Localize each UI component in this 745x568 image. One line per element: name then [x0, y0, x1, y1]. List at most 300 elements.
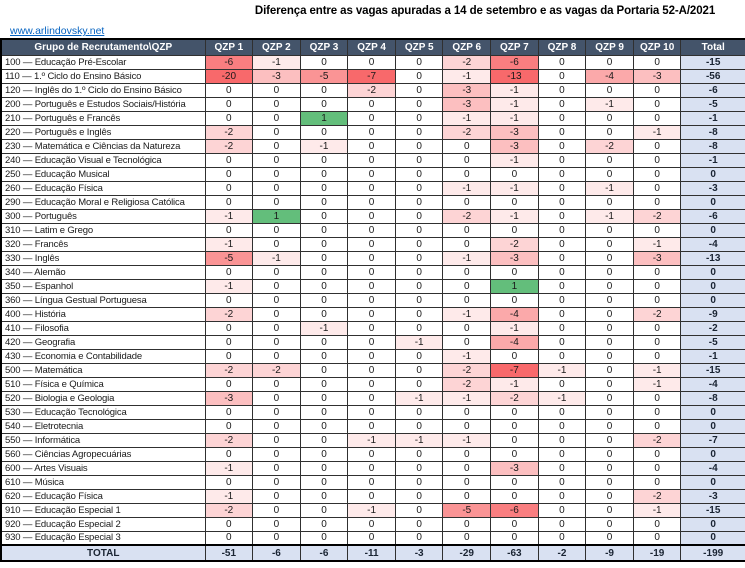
value-cell: -7 [491, 363, 539, 377]
row-total-cell: -15 [681, 55, 745, 69]
value-cell: -1 [586, 97, 634, 111]
value-cell: 0 [395, 237, 443, 251]
value-cell: -4 [491, 307, 539, 321]
value-cell: 0 [253, 405, 301, 419]
value-cell: 0 [395, 363, 443, 377]
table-row [1, 433, 745, 447]
value-cell: 0 [586, 321, 634, 335]
value-cell: 0 [633, 531, 681, 545]
value-cell: 0 [443, 265, 491, 279]
value-cell: 0 [586, 335, 634, 349]
row-label: 930 — Educação Especial 3 [1, 531, 205, 545]
value-cell: -1 [491, 97, 539, 111]
value-cell: -6 [205, 55, 253, 69]
value-cell: 0 [300, 503, 348, 517]
value-cell: 0 [253, 503, 301, 517]
value-cell: 0 [395, 475, 443, 489]
value-cell: 0 [300, 363, 348, 377]
row-total-cell: -1 [681, 153, 745, 167]
value-cell: 0 [633, 181, 681, 195]
value-cell: 0 [586, 83, 634, 97]
row-total-cell: -6 [681, 209, 745, 223]
value-cell: 0 [633, 517, 681, 531]
value-cell: 0 [348, 237, 396, 251]
value-cell: -2 [491, 391, 539, 405]
value-cell: 0 [491, 167, 539, 181]
value-cell: 0 [348, 475, 396, 489]
value-cell: 0 [253, 83, 301, 97]
value-cell: 0 [253, 335, 301, 349]
value-cell: 0 [395, 321, 443, 335]
value-cell: 0 [395, 153, 443, 167]
value-cell: 0 [300, 405, 348, 419]
value-cell: 0 [443, 223, 491, 237]
row-total-cell: -8 [681, 139, 745, 153]
row-label: 400 — História [1, 307, 205, 321]
row-label: 260 — Educação Física [1, 181, 205, 195]
row-total-cell: -4 [681, 377, 745, 391]
value-cell: 0 [348, 111, 396, 125]
value-cell: 0 [300, 461, 348, 475]
value-cell: 0 [253, 307, 301, 321]
value-cell: 0 [586, 433, 634, 447]
row-label: 550 — Informática [1, 433, 205, 447]
value-cell: 0 [633, 447, 681, 461]
value-cell: -1 [443, 111, 491, 125]
value-cell: 0 [443, 195, 491, 209]
value-cell: 0 [253, 97, 301, 111]
value-cell: 0 [253, 391, 301, 405]
value-cell: -2 [205, 503, 253, 517]
value-cell: 0 [586, 475, 634, 489]
table-row [1, 447, 745, 461]
value-cell: 0 [205, 517, 253, 531]
row-label: 320 — Francês [1, 237, 205, 251]
value-cell: 0 [443, 405, 491, 419]
value-cell: 0 [633, 419, 681, 433]
value-cell: -3 [633, 251, 681, 265]
row-label: 120 — Inglês do 1.º Ciclo do Ensino Básico [1, 83, 205, 97]
table-row [1, 237, 745, 251]
value-cell: -1 [300, 321, 348, 335]
column-header: QZP 3 [300, 39, 348, 55]
table-row [1, 265, 745, 279]
value-cell: -1 [443, 181, 491, 195]
value-cell: 0 [586, 419, 634, 433]
value-cell: 0 [253, 265, 301, 279]
value-cell: 0 [395, 517, 443, 531]
value-cell: 0 [300, 237, 348, 251]
value-cell: -2 [205, 363, 253, 377]
column-total-cell: -63 [491, 545, 539, 561]
row-label: 230 — Matemática e Ciências da Natureza [1, 139, 205, 153]
column-header: QZP 8 [538, 39, 586, 55]
value-cell: 0 [395, 419, 443, 433]
value-cell: -6 [491, 503, 539, 517]
value-cell: 0 [586, 517, 634, 531]
table-row [1, 377, 745, 391]
table-row [1, 83, 745, 97]
value-cell: -1 [491, 153, 539, 167]
column-total-cell: -19 [633, 545, 681, 561]
value-cell: 0 [586, 405, 634, 419]
value-cell: 0 [348, 377, 396, 391]
value-cell: -2 [633, 433, 681, 447]
row-total-cell: -4 [681, 461, 745, 475]
value-cell: 0 [538, 111, 586, 125]
value-cell: 0 [253, 377, 301, 391]
value-cell: 0 [300, 475, 348, 489]
value-cell: 0 [491, 293, 539, 307]
value-cell: -1 [395, 391, 443, 405]
value-cell: -3 [491, 461, 539, 475]
value-cell: -1 [491, 181, 539, 195]
value-cell: -2 [205, 307, 253, 321]
table-row [1, 279, 745, 293]
value-cell: 0 [633, 97, 681, 111]
row-total-cell: -6 [681, 83, 745, 97]
value-cell: 0 [443, 475, 491, 489]
value-cell: 0 [538, 265, 586, 279]
value-cell: 0 [395, 265, 443, 279]
value-cell: 0 [395, 55, 443, 69]
value-cell: 0 [300, 55, 348, 69]
value-cell: -2 [443, 377, 491, 391]
value-cell: -3 [491, 251, 539, 265]
value-cell: 0 [586, 503, 634, 517]
value-cell: 0 [538, 139, 586, 153]
value-cell: -5 [205, 251, 253, 265]
value-cell: 0 [205, 195, 253, 209]
value-cell: 0 [538, 517, 586, 531]
value-cell: -1 [491, 83, 539, 97]
table-row [1, 503, 745, 517]
row-label: 410 — Filosofia [1, 321, 205, 335]
value-cell: 0 [491, 419, 539, 433]
value-cell: 0 [253, 279, 301, 293]
value-cell: 0 [586, 279, 634, 293]
column-header: QZP 6 [443, 39, 491, 55]
value-cell: 0 [491, 475, 539, 489]
value-cell: 0 [633, 195, 681, 209]
value-cell: -3 [491, 125, 539, 139]
value-cell: -1 [586, 209, 634, 223]
value-cell: 0 [395, 377, 443, 391]
value-cell: -1 [491, 209, 539, 223]
value-cell: 0 [586, 237, 634, 251]
value-cell: 0 [253, 349, 301, 363]
value-cell: 0 [633, 293, 681, 307]
value-cell: 0 [348, 293, 396, 307]
website-link[interactable]: www.arlindovsky.net [10, 25, 105, 37]
value-cell: 0 [491, 531, 539, 545]
value-cell: 0 [300, 251, 348, 265]
value-cell: 0 [443, 335, 491, 349]
row-total-cell: -56 [681, 69, 745, 83]
value-cell: -1 [443, 391, 491, 405]
row-total-cell: -8 [681, 125, 745, 139]
value-cell: -1 [253, 251, 301, 265]
value-cell: 0 [633, 279, 681, 293]
row-total-cell: 0 [681, 293, 745, 307]
table-row [1, 321, 745, 335]
table-row [1, 475, 745, 489]
value-cell: 0 [348, 461, 396, 475]
column-header: QZP 5 [395, 39, 443, 55]
value-cell: 0 [633, 139, 681, 153]
row-total-cell: 0 [681, 475, 745, 489]
value-cell: 0 [538, 321, 586, 335]
value-cell: -1 [538, 391, 586, 405]
value-cell: 0 [395, 405, 443, 419]
value-cell: 0 [633, 265, 681, 279]
row-label: 350 — Espanhol [1, 279, 205, 293]
value-cell: 0 [538, 251, 586, 265]
value-cell: 0 [586, 125, 634, 139]
value-cell: -2 [491, 237, 539, 251]
value-cell: 0 [491, 349, 539, 363]
value-cell: -1 [395, 335, 443, 349]
value-cell: 0 [253, 153, 301, 167]
value-cell: 0 [633, 321, 681, 335]
value-cell: 0 [538, 531, 586, 545]
value-cell: 0 [633, 335, 681, 349]
column-header: QZP 9 [586, 39, 634, 55]
value-cell: 0 [538, 377, 586, 391]
value-cell: 0 [443, 153, 491, 167]
row-label: 360 — Língua Gestual Portuguesa [1, 293, 205, 307]
table-row [1, 307, 745, 321]
value-cell: 1 [300, 111, 348, 125]
row-total-cell: 0 [681, 167, 745, 181]
value-cell: 0 [253, 181, 301, 195]
value-cell: 0 [395, 111, 443, 125]
value-cell: 0 [253, 125, 301, 139]
value-cell: 0 [253, 237, 301, 251]
row-label: 420 — Geografia [1, 335, 205, 349]
value-cell: 0 [633, 223, 681, 237]
row-total-cell: 0 [681, 195, 745, 209]
value-cell: -2 [205, 125, 253, 139]
value-cell: 0 [395, 195, 443, 209]
value-cell: 0 [586, 167, 634, 181]
value-cell: 0 [348, 321, 396, 335]
value-cell: -1 [633, 237, 681, 251]
value-cell: 0 [538, 433, 586, 447]
value-cell: 0 [300, 153, 348, 167]
value-cell: 0 [586, 489, 634, 503]
value-cell: 0 [348, 167, 396, 181]
column-total-cell: -6 [253, 545, 301, 561]
value-cell: -5 [443, 503, 491, 517]
row-label: 110 — 1.º Ciclo do Ensino Básico [1, 69, 205, 83]
value-cell: -1 [633, 503, 681, 517]
value-cell: 0 [205, 405, 253, 419]
value-cell: 0 [538, 97, 586, 111]
value-cell: -1 [538, 363, 586, 377]
value-cell: 0 [205, 293, 253, 307]
row-label: 600 — Artes Visuais [1, 461, 205, 475]
value-cell: 1 [491, 279, 539, 293]
value-cell: 0 [395, 69, 443, 83]
value-cell: 0 [443, 489, 491, 503]
value-cell: 0 [348, 531, 396, 545]
value-cell: 0 [253, 447, 301, 461]
column-total-cell: -9 [586, 545, 634, 561]
value-cell: -2 [348, 83, 396, 97]
value-cell: 0 [348, 265, 396, 279]
value-cell: 0 [300, 83, 348, 97]
value-cell: 0 [633, 475, 681, 489]
value-cell: 0 [586, 265, 634, 279]
value-cell: 0 [300, 181, 348, 195]
value-cell: 0 [491, 405, 539, 419]
value-cell: -2 [633, 489, 681, 503]
row-label: 510 — Física e Química [1, 377, 205, 391]
value-cell: -2 [253, 363, 301, 377]
value-cell: -1 [443, 69, 491, 83]
value-cell: -2 [205, 433, 253, 447]
row-total-cell: 0 [681, 531, 745, 545]
value-cell: 0 [395, 83, 443, 97]
value-cell: 0 [586, 153, 634, 167]
value-cell: -2 [586, 139, 634, 153]
table-row [1, 517, 745, 531]
row-total-cell: -9 [681, 307, 745, 321]
row-label: 430 — Economia e Contabilidade [1, 349, 205, 363]
value-cell: 0 [538, 195, 586, 209]
value-cell: 0 [395, 279, 443, 293]
value-cell: 0 [348, 251, 396, 265]
value-cell: 0 [300, 377, 348, 391]
column-total-cell: -51 [205, 545, 253, 561]
row-label: 220 — Português e Inglês [1, 125, 205, 139]
value-cell: 0 [586, 461, 634, 475]
value-cell: 0 [538, 167, 586, 181]
value-cell: 0 [395, 209, 443, 223]
value-cell: 0 [395, 307, 443, 321]
row-total-cell: -3 [681, 489, 745, 503]
value-cell: 0 [300, 433, 348, 447]
value-cell: 0 [253, 531, 301, 545]
value-cell: 0 [491, 489, 539, 503]
value-cell: 0 [348, 363, 396, 377]
column-total-cell: -29 [443, 545, 491, 561]
value-cell: 0 [300, 447, 348, 461]
table-row [1, 195, 745, 209]
column-total-cell: -2 [538, 545, 586, 561]
value-cell: 0 [586, 223, 634, 237]
value-cell: 0 [205, 153, 253, 167]
value-cell: 0 [538, 279, 586, 293]
value-cell: -1 [443, 251, 491, 265]
row-label: 620 — Educação Física [1, 489, 205, 503]
value-cell: 0 [300, 531, 348, 545]
value-cell: 0 [253, 167, 301, 181]
value-cell: 0 [300, 195, 348, 209]
value-cell: 0 [586, 111, 634, 125]
value-cell: 0 [538, 83, 586, 97]
value-cell: 0 [633, 349, 681, 363]
value-cell: 0 [586, 391, 634, 405]
value-cell: 0 [348, 153, 396, 167]
value-cell: -1 [491, 111, 539, 125]
row-total-cell: -4 [681, 237, 745, 251]
column-header: QZP 7 [491, 39, 539, 55]
value-cell: -1 [491, 377, 539, 391]
value-cell: 0 [633, 55, 681, 69]
value-cell: -1 [300, 139, 348, 153]
table-row [1, 125, 745, 139]
value-cell: 0 [348, 55, 396, 69]
row-total-cell: -5 [681, 97, 745, 111]
row-total-cell: 0 [681, 223, 745, 237]
value-cell: 0 [300, 391, 348, 405]
value-cell: -1 [205, 489, 253, 503]
value-cell: 0 [253, 139, 301, 153]
row-total-cell: 0 [681, 419, 745, 433]
value-cell: 0 [443, 461, 491, 475]
value-cell: 0 [348, 447, 396, 461]
value-cell: -5 [300, 69, 348, 83]
value-cell: 0 [205, 349, 253, 363]
column-total-cell: -6 [300, 545, 348, 561]
row-label: 210 — Português e Francês [1, 111, 205, 125]
value-cell: -3 [443, 97, 491, 111]
value-cell: 0 [633, 405, 681, 419]
value-cell: 0 [348, 349, 396, 363]
row-total-cell: -7 [681, 433, 745, 447]
value-cell: 0 [633, 111, 681, 125]
value-cell: 0 [348, 139, 396, 153]
value-cell: 0 [253, 111, 301, 125]
value-cell: 0 [538, 293, 586, 307]
value-cell: 0 [205, 335, 253, 349]
value-cell: 0 [538, 209, 586, 223]
value-cell: -2 [443, 125, 491, 139]
page-title: Diferença entre as vagas apuradas a 14 de setembro e as vagas da Portaria 52-A/2021 [254, 5, 716, 17]
row-total-cell: -5 [681, 335, 745, 349]
row-label: 560 — Ciências Agropecuárias [1, 447, 205, 461]
grand-total-cell: -199 [681, 545, 745, 561]
value-cell: 0 [491, 195, 539, 209]
header-row [1, 39, 745, 55]
value-cell: 0 [538, 125, 586, 139]
value-cell: 0 [348, 405, 396, 419]
value-cell: -3 [205, 391, 253, 405]
row-label: 310 — Latim e Grego [1, 223, 205, 237]
value-cell: -1 [253, 55, 301, 69]
value-cell: 0 [443, 279, 491, 293]
row-total-cell: -15 [681, 363, 745, 377]
value-cell: 0 [205, 223, 253, 237]
value-cell: 0 [205, 531, 253, 545]
table-row [1, 111, 745, 125]
row-total-cell: -2 [681, 321, 745, 335]
value-cell: 0 [538, 307, 586, 321]
vacancy-difference-table [0, 38, 745, 562]
value-cell: 0 [443, 419, 491, 433]
table-row [1, 69, 745, 83]
row-label: 340 — Alemão [1, 265, 205, 279]
value-cell: 0 [443, 517, 491, 531]
value-cell: -1 [443, 307, 491, 321]
value-cell: 0 [205, 321, 253, 335]
value-cell: 0 [205, 377, 253, 391]
value-cell: 0 [300, 307, 348, 321]
table-row [1, 363, 745, 377]
value-cell: 0 [300, 97, 348, 111]
